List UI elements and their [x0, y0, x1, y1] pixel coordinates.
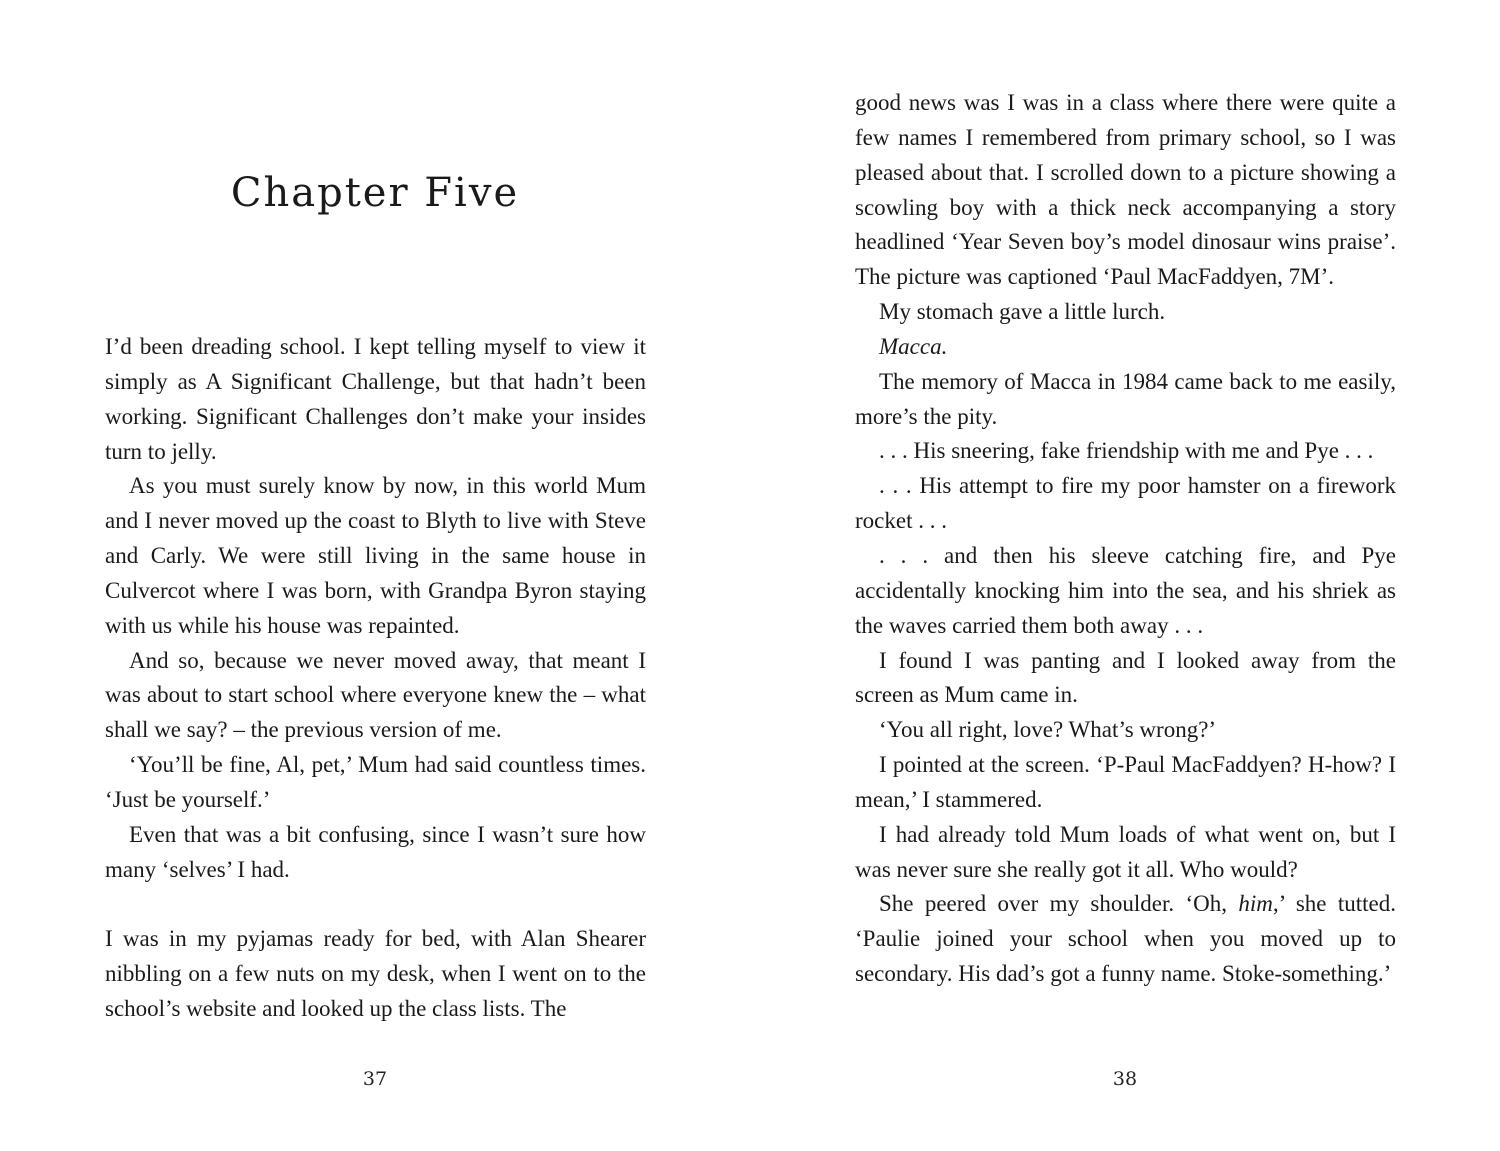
- paragraph: . . . His sneering, fake friendship with me and Pye . . .: [879, 438, 1374, 464]
- paragraph: I had already told Mum loads of what went on, but I was never sure she really got it all. Who would?: [855, 821, 1396, 882]
- paragraph: I’d been dreading school. I kept telling myself to view it simply as A Significant Challenge, but that hadn’t been working. Significant Challenges don’t make your insides turn to jelly.: [105, 334, 646, 464]
- paragraph: Even that was a bit confusing, since I wasn’t sure how many ‘selves’ I had.: [105, 821, 646, 882]
- paragraph: . . . and then his sleeve catching fire, and Pye accidentally knocking him into the sea, and his shriek as the waves carried them both away . . .: [855, 542, 1396, 638]
- text-run: She peered over my shoulder. ‘Oh,: [879, 891, 1239, 917]
- paragraph: [855, 887, 1396, 992]
- page-number-text: 38: [1112, 1068, 1138, 1090]
- page-number: [750, 1068, 1500, 1090]
- text-run: ,’ she tutted. ‘Paulie joined your school when you moved up to secondary. His dad’s got a funny name. Stoke-something.’: [855, 891, 1396, 987]
- left-page-text: [105, 330, 646, 1027]
- right-page: [750, 0, 1500, 1151]
- paragraph: I was in my pyjamas ready for bed, with Alan Shearer nibbling on a few nuts on my desk, when I went on to the school’s website and looked up the class lists. The: [105, 926, 646, 1022]
- chapter-title: Chapter Five: [230, 170, 520, 216]
- paragraph: ‘You all right, love? What’s wrong?’: [879, 717, 1217, 743]
- page-number: [0, 1068, 750, 1090]
- paragraph-italic: Macca.: [879, 333, 948, 359]
- paragraph: ‘You’ll be fine, Al, pet,’ Mum had said countless times. ‘Just be yourself.’: [105, 752, 646, 812]
- paragraph: I found I was panting and I looked away from the screen as Mum came in.: [855, 647, 1396, 708]
- paragraph: As you must surely know by now, in this world Mum and I never moved up the coast to Blyth to live with Steve and Carly. We were still living in the same house in Culvercot where I was born, with Grandpa Byron staying with us while his house was repainted.: [105, 473, 646, 638]
- paragraph: I pointed at the screen. ‘P-Paul MacFaddyen? H-how? I mean,’ I stammered.: [855, 752, 1396, 812]
- paragraph: good news was I was in a class where there were quite a few names I remembered from primary school, so I was pleased about that. I scrolled down to a picture showing a scowling boy with a thick neck accompanying a story headlined ‘Year Seven boy’s model dinosaur wins praise’. The picture was captioned ‘Paul MacFaddyen, 7M’.: [855, 90, 1396, 290]
- paragraph: The memory of Macca in 1984 came back to me easily, more’s the pity.: [855, 368, 1396, 429]
- paragraph: . . . His attempt to fire my poor hamster on a firework rocket . . .: [855, 473, 1396, 534]
- paragraph: And so, because we never moved away, that meant I was about to start school where everyone knew the – what shall we say? – the previous version of me.: [105, 647, 646, 743]
- right-page-text: [855, 86, 1396, 992]
- page-number-text: 37: [362, 1068, 388, 1090]
- text-run-italic: him: [1238, 891, 1273, 917]
- paragraph: My stomach gave a little lurch.: [879, 299, 1166, 325]
